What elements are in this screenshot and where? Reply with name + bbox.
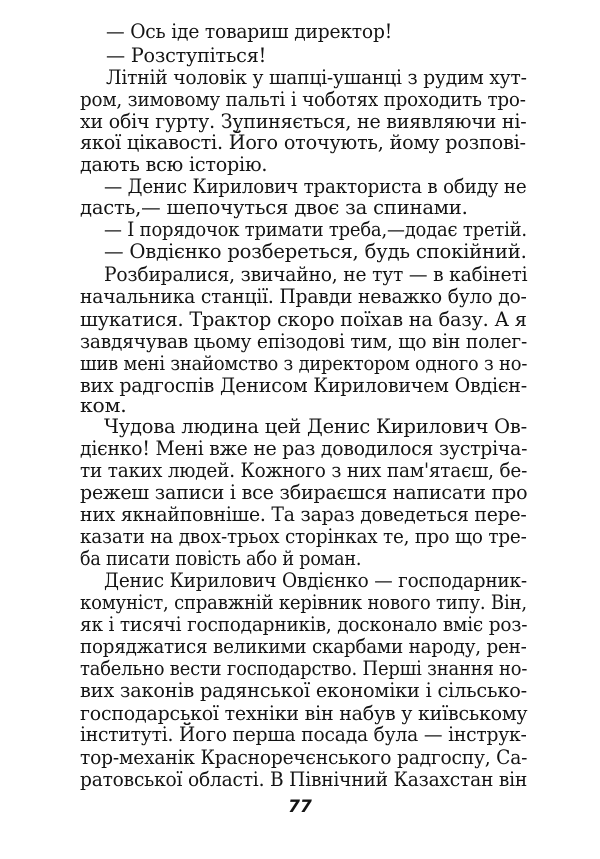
text-line: — Овдієнко розбереться, будь спокійний. (104, 240, 527, 263)
text-line: вих радгоспів Денисом Кириловичем Овдієн- (80, 374, 527, 397)
text-line: режеш записи і все збираєшся написати про (80, 481, 528, 504)
text-line: шив мені знайомство з директором одного з но- (80, 352, 528, 375)
text-line: господарської техніки він набув у київському (80, 702, 528, 725)
text-line: якої цікавості. Його оточують, йому розпові- (80, 131, 526, 154)
text-line: завдячував цьому епізодові тим, що він полег- (80, 330, 528, 353)
text-line: дають всю історію. (80, 153, 268, 176)
text-line: начальника станції. Правди неважко було до- (80, 285, 527, 308)
text-line: Денис Кирилович Овдієнко — господарник- (104, 569, 527, 592)
text-line: Чудова людина цей Денис Кирилович Ов- (104, 415, 527, 438)
text-line: тор-механік Красноречєнського радгоспу, Са- (80, 746, 528, 769)
text-line: поряджатися великими скарбами народу, рен- (80, 635, 527, 658)
text-line: них якнайповніше. Та зараз доведеться пере- (80, 503, 527, 526)
text-line: ба писати повість або й роман. (80, 547, 362, 570)
text-line: хи обіч гурту. Зупиняється, не виявляючи ні- (80, 110, 527, 133)
page-number: 77 (288, 797, 312, 817)
text-line: дієнко! Мені вже не раз доводилося зустріча- (80, 437, 528, 460)
text-line: — І порядочок тримати треба,—додає третій. (104, 218, 527, 241)
text-line: табельно вести господарство. Перші знання но- (80, 657, 528, 680)
text-line: інституті. Його перша посада була — інструк- (80, 723, 527, 746)
text-line: ром, зимовому пальті і чоботях проходить тро- (80, 88, 526, 111)
text-line: вих законів радянської економіки і сільсько- (80, 679, 527, 702)
text-line: дасть,— шепочуться двоє за спинами. (80, 196, 468, 219)
text-line: Літній чоловік у шапці-ушанці з рудим хут- (106, 66, 527, 89)
text-line: казати на двох-трьох сторінках те, про що тре- (80, 525, 527, 548)
text-line: ти таких людей. Кожного з них пам'ятаєш, бе- (80, 459, 528, 482)
text-line: ратовської області. В Північний Казахстан він (80, 768, 528, 791)
text-line: ком. (80, 394, 127, 417)
text-line: — Ось іде товариш директор! (106, 20, 393, 43)
text-line: як і тисячі господарників, досконало вміє роз- (80, 613, 528, 636)
text-line: комуніст, справжній керівник нового типу. Він, (80, 591, 527, 614)
text-line: — Розступіться! (106, 44, 267, 67)
text-line: — Денис Кирилович тракториста в обиду не (104, 175, 527, 198)
text-line: Розбиралися, звичайно, не тут — в кабінеті (104, 263, 528, 286)
text-line: шукатися. Трактор скоро поїхав на базу. А я (80, 308, 527, 331)
